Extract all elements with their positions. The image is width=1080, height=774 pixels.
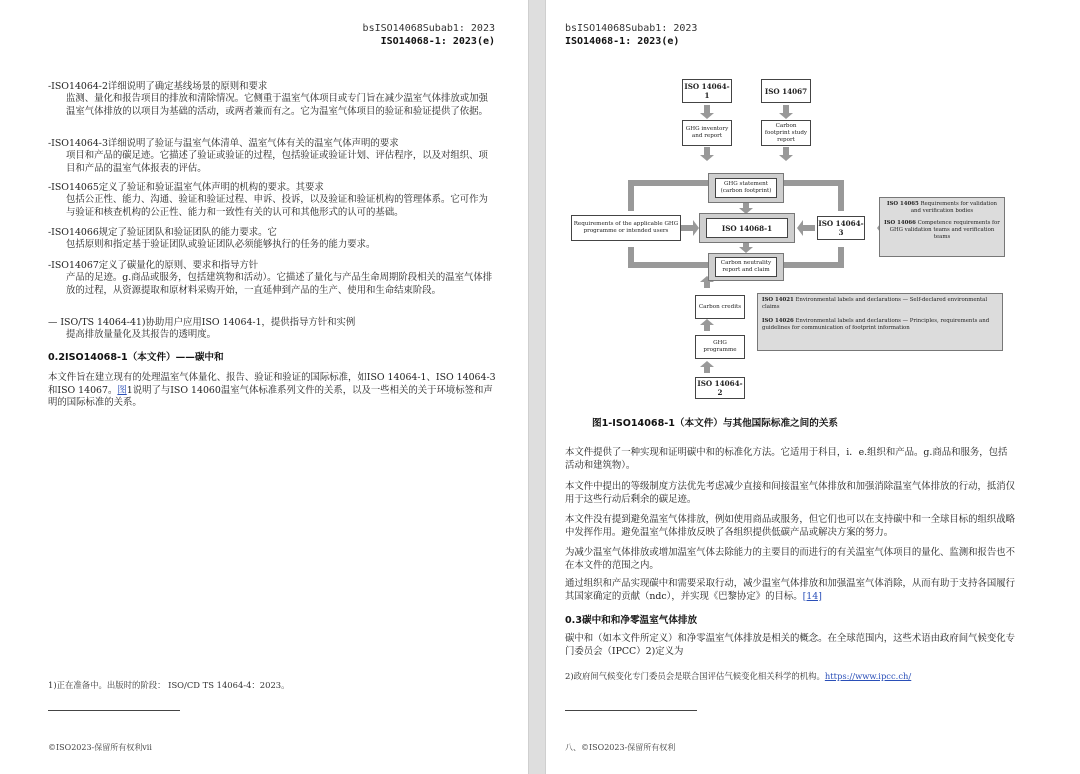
- section-title-0-2: 0.2ISO14068-1（本文件）——碳中和: [48, 352, 224, 363]
- list-item: -ISO14065定义了验证和验证温室气体声明的机构的要求。其要求 包括公正性、能力、沟通、验证和验证过程、申诉、投诉，以及验证和验证机构的管理体系。它可作为与验证和核查机构的公正性、能力和一致性有关的认可和其他形式的认可的基础。: [48, 182, 488, 218]
- carbon-footprint-study-box: Carbon footprint study report: [761, 120, 811, 146]
- left-page-header: [363, 22, 495, 48]
- footer-rule: [48, 710, 180, 711]
- ghg-statement-box: GHG statement (carbon footprint): [715, 178, 777, 198]
- carbon-neutrality-outer: [708, 253, 784, 281]
- ghg-inventory-box: GHG inventory and report: [682, 120, 732, 146]
- paragraph: 为减少温室气体排放或增加温室气体去除能力的主要目的而进行的有关温室气体项目的量化、监测和报告也不在本文件的范围之内。: [565, 547, 1016, 571]
- paragraph: 通过组织和产品实现碳中和需要采取行动，减少温室气体排放和加强温室气体消除，从而有助于支持各国履行其国家确定的贡献（ndc），并实现《巴黎协定》的目标。[14]: [565, 578, 1016, 602]
- right-page: [546, 0, 1080, 774]
- footer-rule: [565, 710, 697, 711]
- iso14067-box: ISO 14067: [761, 79, 811, 103]
- page-number: 八、©ISO2023-保留所有权利: [565, 743, 676, 752]
- footnote: 2)政府间气候变化专门委员会是联合国评估气候变化相关科学的机构。https://www.ipcc.ch/: [565, 671, 912, 681]
- reference-link[interactable]: [14]: [802, 590, 822, 602]
- carbon-neutrality-box: Carbon neutrality report and claim: [715, 257, 777, 277]
- paragraph: 本文件提供了一种实现和证明碳中和的标准化方法。它适用于科目，i．e.组织和产品。g.商品和服务，包括活动和建筑物）。: [565, 447, 1008, 471]
- footnote: 1)正在准备中。出版时的阶段： ISO/CD TS 14064-4：2023。: [48, 680, 290, 690]
- left-page: [0, 0, 528, 774]
- ghg-statement-outer: [708, 173, 784, 203]
- list-item: -ISO14064-2详细说明了确定基线场景的原则和要求 监测、量化和报告项目的排放和清除情况。它侧重于温室气体项目或专门旨在减少温室气体排放或加强温室气体排放的以项目为基础的活动，或两者兼而有之。它为温室气体项目的验证和验证提供了依据。: [48, 81, 488, 117]
- validation-standards-panel: ISO 14065 Requirements for validation and verification bodies ISO 14066 Competence requirements for GHG validation teams and verification teams: [879, 197, 1005, 257]
- list-item: -ISO14066规定了验证团队和验证团队的能力要求。它 包括原则和指定基于验证团队或验证团队必须能够执行的任务的能力要求。: [48, 227, 376, 251]
- intro-paragraph: 本文件旨在建立现有的处理温室气体量化、报告、验证和验证的国际标准，如ISO 14064-1、ISO 14064-3和ISO 14067。图1说明了与ISO 14060温室气体标准系列文件的关系，以及一些相关的关于环境标签和声明的国际标准的关系。: [48, 372, 496, 409]
- right-header-line2: ISO14068-1: 2023(e): [565, 36, 680, 47]
- paragraph: 本文件没有提到避免温室气体排放，例如使用商品或服务，但它们也可以在支持碳中和一全球目标的组织战略中发挥作用。避免温室气体排放反映了各组织提供低碳产品或解决方案的努力。: [565, 514, 1016, 538]
- figure-caption: 图1-ISO14068-1（本文件）与其他国际标准之间的关系: [592, 418, 839, 429]
- paragraph: 本文件中提出的等级制度方法优先考虑减少直接和间接温室气体排放和加强消除温室气体排放的行动，抵消仅用于这些行动后剩余的碳足迹。: [565, 481, 1016, 505]
- page-number: ©ISO2023-保留所有权利vii: [48, 743, 152, 752]
- iso14068-1-box: ISO 14068-1: [706, 218, 788, 238]
- page-gutter: [528, 0, 546, 774]
- left-header-line2: ISO14068-1: 2023(e): [380, 36, 495, 47]
- iso14064-1-box: ISO 14064-1: [682, 79, 732, 103]
- iso14064-3-box: ISO 14064-3: [817, 216, 865, 240]
- list-item: — ISO/TS 14064-41)协助用户应用ISO 14064-1，提供指导方针和实例 提高排放量量化及其报告的透明度。: [48, 317, 356, 341]
- relationship-diagram: [571, 75, 1011, 405]
- right-header-line1: bsISO14068Subab1: 2023: [565, 23, 698, 34]
- list-item: -ISO14067定义了碳量化的原则、要求和指导方针 产品的足迹。g.商品或服务，包括建筑物和活动）。它描述了量化与产品生命周期阶段相关的温室气体排放的过程，从资源提取和原材料采购开始，一直延伸到产品的生产、使用和生命结束阶段。: [48, 260, 493, 296]
- left-header-line1: bsISO14068Subab1: 2023: [362, 23, 495, 34]
- section-title-0-3: 0.3碳中和和净零温室气体排放: [565, 615, 698, 626]
- iso14068-1-outer: [699, 213, 795, 243]
- list-item: -ISO14064-3详细说明了验证与温室气体清单、温室气体有关的温室气体声明的要求 项目和产品的碳足迹。它描述了验证或验证的过程，包括验证或验证计划、评估程序，以及对组织、项目和产品的温室气体报表的评估。: [48, 138, 488, 174]
- iso14064-2-box: ISO 14064-2: [695, 377, 745, 399]
- labels-standards-panel: ISO 14021 Environmental labels and declarations — Self-declared environmental claims ISO 14026 Environmental labels and declarations — Principles, requirements and guidelines for communication of footprint information: [757, 293, 1003, 351]
- requirements-programme-box: Requirements of the applicable GHG programme or intended users: [571, 215, 681, 241]
- ghg-programme-box: GHG programme: [695, 335, 745, 359]
- paragraph: 碳中和（如本文件所定义）和净零温室气体排放是相关的概念。在全球范围内，这些术语由政府间气候变化专门委员会（IPCC）2)定义为: [565, 633, 1016, 657]
- right-page-header: [565, 22, 697, 48]
- figure-link[interactable]: 图: [117, 384, 127, 396]
- ipcc-link[interactable]: https://www.ipcc.ch/: [824, 671, 912, 681]
- carbon-credits-box: Carbon credits: [695, 295, 745, 319]
